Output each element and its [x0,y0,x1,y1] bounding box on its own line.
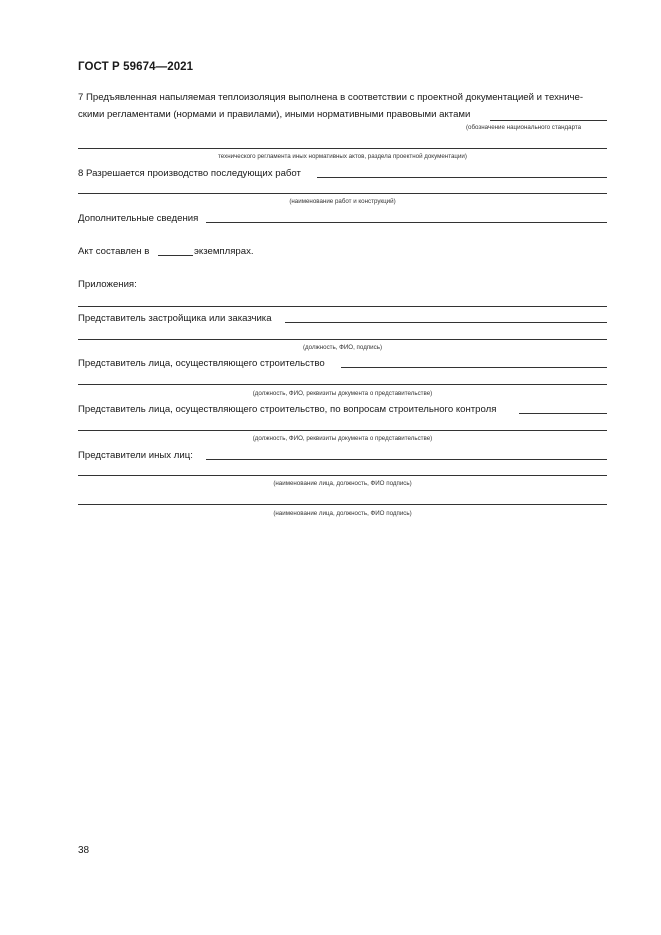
rep-customer-fill-line-2 [78,339,607,340]
rep-builder-label: Представитель лица, осуществляющего строительство [78,358,325,369]
page-number: 38 [78,845,90,856]
copies-suffix: экземплярах. [194,246,254,257]
item7-fill-line [490,120,607,121]
page-title: ГОСТ Р 59674—2021 [78,61,194,73]
rep-others-label: Представители иных лиц: [78,450,193,461]
rep-customer-fill-line [285,322,607,323]
rep-builder-fill-line [341,367,607,368]
rep-others-fill-line-2 [78,475,607,476]
rep-control-label: Представитель лица, осуществляющего строительство, по вопросам строительного контроля [78,404,497,415]
item7-line2: скими регламентами (нормами и правилами), иными нормативными правовыми актами [78,109,471,120]
item8-fill-line [317,177,607,178]
item7-line1: 7 Предъявленная напыляемая теплоизоляция выполнена в соответствии с проектной документацией и техниче- [78,92,584,103]
rep-others-fill-line [206,459,607,460]
item7-caption1: (обозначение национального стандарта [466,124,582,131]
additional-fill-line [206,222,607,223]
additional-label: Дополнительные сведения [78,213,199,224]
rep-control-fill-line [519,413,607,414]
item8-label: 8 Разрешается производство последующих работ [78,168,301,179]
rep-control-caption: (должность, ФИО, реквизиты документа о представительстве) [252,435,433,442]
item8-caption: (наименование работ и конструкций) [289,198,396,205]
rep-others-caption1: (наименование лица, должность, ФИО подпись) [273,480,412,487]
rep-builder-caption: (должность, ФИО, реквизиты документа о представительстве) [252,390,433,397]
copies-fill-line [158,255,193,256]
attachments-fill-line [78,306,607,307]
rep-others-fill-line-3 [78,504,607,505]
rep-control-fill-line-2 [78,430,607,431]
rep-builder-fill-line-2 [78,384,607,385]
attachments-label: Приложения: [78,279,137,290]
rep-customer-label: Представитель застройщика или заказчика [78,313,272,324]
item7-fill-line-2 [78,148,607,149]
item7-caption2: технического регламента иных нормативных актов, раздела проектной документации) [218,153,467,160]
item8-fill-line-2 [78,193,607,194]
copies-prefix: Акт составлен в [78,246,150,257]
rep-others-caption2: (наименование лица, должность, ФИО подпись) [273,510,412,517]
rep-customer-caption: (должность, ФИО, подпись) [302,344,383,351]
